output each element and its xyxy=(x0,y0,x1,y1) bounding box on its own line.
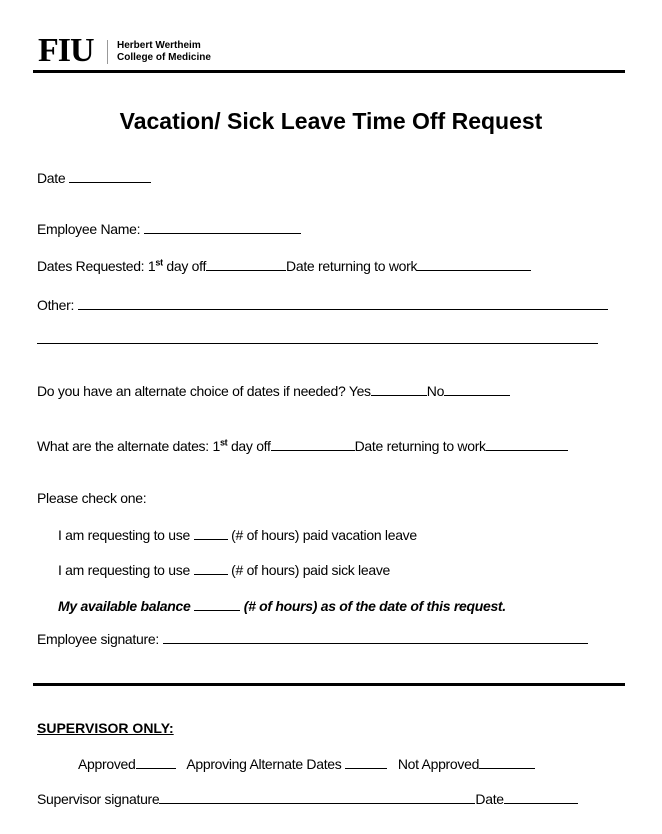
college-line-2: College of Medicine xyxy=(117,52,211,63)
vacation-pre-label: I am requesting to use xyxy=(58,527,190,543)
sick-hours-blank[interactable] xyxy=(194,560,228,575)
employee-signature-label: Employee signature: xyxy=(37,631,159,647)
sick-pre-label: I am requesting to use xyxy=(58,562,190,578)
other-blank-line-2[interactable] xyxy=(37,343,598,344)
other-label: Other: xyxy=(37,297,75,313)
supervisor-signature-label: Supervisor signature xyxy=(37,791,160,807)
other-blank[interactable] xyxy=(78,295,608,310)
ordinal-suffix-2: st xyxy=(219,437,228,448)
supervisor-signature-field xyxy=(37,789,578,807)
alternate-dates-label: What are the alternate dates: 1 xyxy=(37,438,220,454)
logo-divider xyxy=(107,40,108,64)
sick-option xyxy=(58,560,390,578)
not-approved-blank[interactable] xyxy=(479,754,535,769)
supervisor-date-blank[interactable] xyxy=(504,789,578,804)
alt-day-off-label: day off xyxy=(230,438,271,454)
college-name xyxy=(117,40,211,64)
employee-name-field xyxy=(37,219,301,237)
date-returning-label: Date returning to work xyxy=(286,258,418,274)
employee-name-blank[interactable] xyxy=(144,219,301,234)
employee-signature-blank[interactable] xyxy=(163,629,588,644)
not-approved-label: Not Approved xyxy=(397,756,480,772)
supervisor-signature-blank[interactable] xyxy=(159,789,475,804)
available-balance xyxy=(58,596,506,614)
first-day-off-blank[interactable] xyxy=(206,256,286,271)
balance-post-label: (# of hours) as of the date of this request. xyxy=(243,598,506,614)
other-field xyxy=(37,295,608,313)
alternate-dates-field xyxy=(37,436,568,454)
dates-requested-field xyxy=(37,256,531,274)
alt-date-returning-blank[interactable] xyxy=(486,436,568,451)
no-blank[interactable] xyxy=(444,381,510,396)
balance-hours-blank[interactable] xyxy=(194,596,240,611)
approval-options xyxy=(78,754,535,772)
approved-label: Approved xyxy=(78,756,136,772)
balance-pre-label: My available balance xyxy=(58,598,191,614)
supervisor-date-label: Date xyxy=(475,791,504,807)
sick-post-label: (# of hours) paid sick leave xyxy=(231,562,391,578)
alt-date-returning-label: Date returning to work xyxy=(354,438,486,454)
employee-signature-field xyxy=(37,629,588,647)
date-label: Date xyxy=(37,170,66,186)
date-blank[interactable] xyxy=(69,168,151,183)
section-rule xyxy=(33,683,625,686)
approving-alternate-blank[interactable] xyxy=(345,754,387,769)
day-off-label: day off xyxy=(166,258,207,274)
alt-first-day-off-blank[interactable] xyxy=(271,436,355,451)
supervisor-heading: SUPERVISOR ONLY: xyxy=(37,720,174,736)
vacation-hours-blank[interactable] xyxy=(194,525,228,540)
ordinal-suffix: st xyxy=(155,257,163,268)
dates-requested-label: Dates Requested: 1 xyxy=(37,258,156,274)
alternate-choice-field xyxy=(37,381,510,399)
employee-name-label: Employee Name: xyxy=(37,221,141,237)
fiu-logo: FIU xyxy=(38,32,94,69)
vacation-option xyxy=(58,525,417,543)
approving-alternate-label: Approving Alternate Dates xyxy=(186,756,342,772)
college-line-1: Herbert Wertheim xyxy=(117,40,201,51)
header-rule xyxy=(33,70,625,73)
alternate-choice-label: Do you have an alternate choice of dates if needed? Yes xyxy=(37,383,371,399)
date-returning-blank[interactable] xyxy=(417,256,531,271)
please-check-label: Please check one: xyxy=(37,490,147,506)
yes-blank[interactable] xyxy=(371,381,427,396)
form-title: Vacation/ Sick Leave Time Off Request xyxy=(119,108,543,134)
vacation-post-label: (# of hours) paid vacation leave xyxy=(231,527,417,543)
date-field xyxy=(37,168,151,186)
approved-blank[interactable] xyxy=(136,754,176,769)
no-label: No xyxy=(426,383,445,399)
